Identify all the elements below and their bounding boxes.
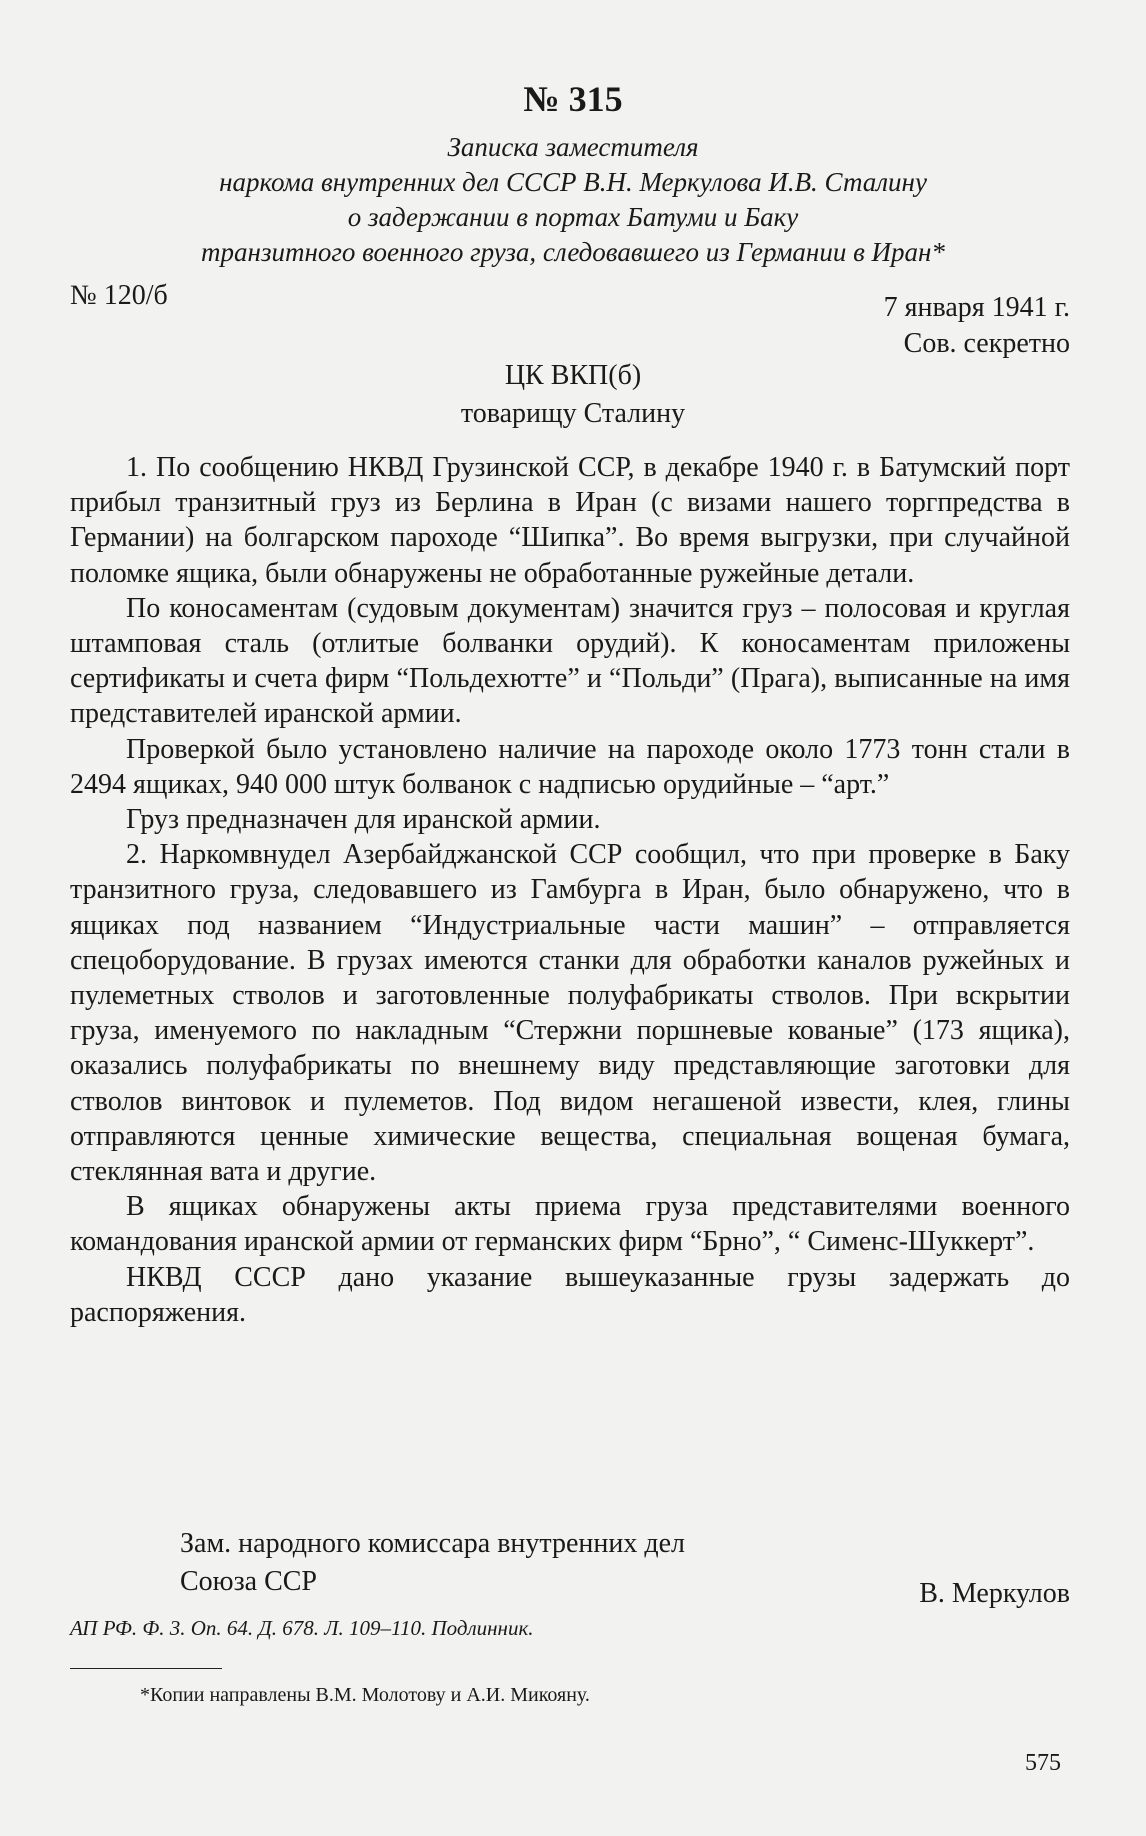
body-paragraph: Груз предназначен для иранской армии. <box>126 804 601 836</box>
body-paragraph: По коносаментам (судовым документам) значится груз – полосовая и круглая штамповая сталь (отлитые болванки орудий). К коносаментам приложены сертификаты и счета фирм “Польдехютте” и “Польди” (Прага), выписанные на имя представителей иранской армии. <box>70 592 1070 730</box>
body-paragraph: 2. Наркомвнудел Азербайджанской ССР сообщил, что при проверке в Баку транзитного груза, следовавшего из Гамбурга в Иран, было обнаружено, что в ящиках под названием “Индустриальные части машин” – отправляется спецоборудование. В грузах имеются станки для обработки каналов ружейных и пулеметных стволов и заготовленные полуфабрикаты стволов. При вскрытии груза, именуемого по накладным “Стержни поршневые кованые” (173 ящика), оказались полуфабрикаты по внешнему виду представляющие заготовки для стволов винтовок и пулеметов. Под видом негашеной извести, клея, глины отправляются ценные химические вещества, специальная вощеная бумага, стеклянная вата и другие. <box>70 839 1070 1188</box>
body-paragraph: 1. По сообщению НКВД Грузинской ССР, в декабре 1940 г. в Батумский порт прибыл транзитный груз из Берлина в Иран (с визами нашего торгпредства в Германии) на болгарском пароходе “Шипка”. Во время выгрузки, при случайной поломке ящика, были обнаружены не обработанные ружейные детали. <box>70 452 1070 589</box>
archive-reference: АП РФ. Ф. 3. Оп. 64. Д. 678. Л. 109–110. Подлинник. <box>70 1616 534 1640</box>
document-number: № 315 <box>523 79 623 119</box>
subtitle-line: транзитного военного груза, следовавшего из Германии в Иран* <box>201 237 945 267</box>
classification-stamp: Сов. секретно <box>903 328 1070 359</box>
body-paragraph: Проверкой было установлено наличие на пароходе около 1773 тонн стали в 2494 ящиках, 940 000 штук болванок с надписью орудийные – “арт.” <box>70 733 1070 800</box>
body-paragraph: В ящиках обнаружены акты приема груза представителями военного командования иранской армии от германских фирм “Брно”, “ Сименс-Шуккерт”. <box>70 1191 1070 1258</box>
footnote: *Копии направлены В.М. Молотову и А.И. Микояну. <box>140 1684 590 1706</box>
document-subtitle <box>60 130 1086 270</box>
footnote-divider <box>70 1668 222 1669</box>
reference-number: № 120/б <box>70 280 168 311</box>
subtitle-line: Записка заместителя <box>447 132 699 162</box>
body-paragraph: НКВД СССР дано указание вышеуказанные грузы задержать до распоряжения. <box>70 1261 1070 1328</box>
addressee: товарищу Сталину <box>460 398 686 429</box>
subtitle-line: наркома внутренних дел СССР В.Н. Меркулова И.В. Сталину <box>219 167 927 197</box>
document-date: 7 января 1941 г. <box>883 292 1070 323</box>
signature-title: Зам. народного комиссара внутренних дел <box>180 1528 686 1559</box>
signature-name: В. Меркулов <box>919 1578 1070 1609</box>
signature-title-2: Союза ССР <box>180 1566 318 1597</box>
subtitle-line: о задержании в портах Батуми и Баку <box>347 202 799 232</box>
document-body <box>70 450 1070 1330</box>
addressee-org: ЦК ВКП(б) <box>504 360 642 391</box>
page-number: 575 <box>1025 1750 1061 1776</box>
